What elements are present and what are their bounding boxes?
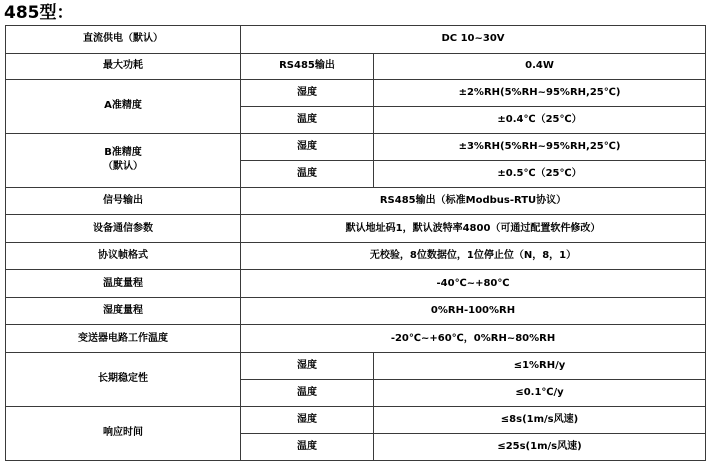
row-label-b-accuracy [6, 133, 241, 187]
value-humidity-range: 0%RH-100%RH [241, 297, 706, 325]
table-row [6, 215, 706, 243]
value-frame-format: 无校验，8位数据位，1位停止位（N，8，1） [241, 242, 706, 270]
sub-label-temperature: 温度 [241, 434, 374, 461]
table-row [6, 53, 706, 79]
row-label-humidity-range: 湿度量程 [6, 297, 241, 325]
table-row [6, 79, 706, 107]
value-long-term-temperature: ≤0.1℃/y [374, 380, 706, 406]
table-row [6, 133, 706, 161]
row-label-frame-format: 协议帧格式 [6, 242, 241, 270]
value-signal-output: RS485输出（标准Modbus-RTU协议） [241, 187, 706, 215]
row-label-max-power: 最大功耗 [6, 53, 241, 79]
table-row [6, 406, 706, 434]
value-max-power: 0.4W [374, 53, 706, 79]
sub-label-humidity: 湿度 [241, 79, 374, 107]
value-long-term-humidity: ≤1%RH/y [374, 352, 706, 380]
sub-label-temperature: 温度 [241, 161, 374, 187]
value-temp-range: -40℃~+80℃ [241, 270, 706, 298]
row-label-long-term: 长期稳定性 [6, 352, 241, 406]
row-label-power-supply: 直流供电（默认） [6, 26, 241, 54]
row-label-response: 响应时间 [6, 406, 241, 460]
row-label-a-accuracy: A准精度 [6, 79, 241, 133]
sub-label-humidity: 湿度 [241, 406, 374, 434]
value-b-humidity: ±3%RH(5%RH~95%RH,25℃) [374, 133, 706, 161]
b-accuracy-label-line1: B准精度 [104, 147, 142, 159]
spec-table [5, 25, 706, 461]
value-power-supply: DC 10~30V [241, 26, 706, 54]
table-row [6, 325, 706, 353]
value-comm-params: 默认地址码1，默认波特率4800（可通过配置软件修改） [241, 215, 706, 243]
table-row [6, 242, 706, 270]
table-row [6, 270, 706, 298]
value-a-humidity: ±2%RH(5%RH~95%RH,25℃) [374, 79, 706, 107]
table-row [6, 352, 706, 380]
sub-label-humidity: 湿度 [241, 133, 374, 161]
value-response-humidity: ≤8s(1m/s风速) [374, 406, 706, 434]
row-label-temp-range: 温度量程 [6, 270, 241, 298]
sub-label-rs485: RS485输出 [241, 53, 374, 79]
table-row [6, 187, 706, 215]
row-label-circuit-temp: 变送器电路工作温度 [6, 325, 241, 353]
table-row [6, 297, 706, 325]
value-b-temperature: ±0.5℃（25℃） [374, 161, 706, 187]
row-label-comm-params: 设备通信参数 [6, 215, 241, 243]
sub-label-temperature: 温度 [241, 380, 374, 406]
table-row [6, 26, 706, 54]
value-circuit-temp: -20℃~+60℃，0%RH~80%RH [241, 325, 706, 353]
sub-label-temperature: 温度 [241, 107, 374, 133]
row-label-signal-output: 信号输出 [6, 187, 241, 215]
b-accuracy-label-line2: （默认） [103, 161, 143, 173]
sub-label-humidity: 湿度 [241, 352, 374, 380]
value-a-temperature: ±0.4℃（25℃） [374, 107, 706, 133]
page-title: 485型： [4, 3, 74, 23]
value-response-temperature: ≤25s(1m/s风速) [374, 434, 706, 461]
